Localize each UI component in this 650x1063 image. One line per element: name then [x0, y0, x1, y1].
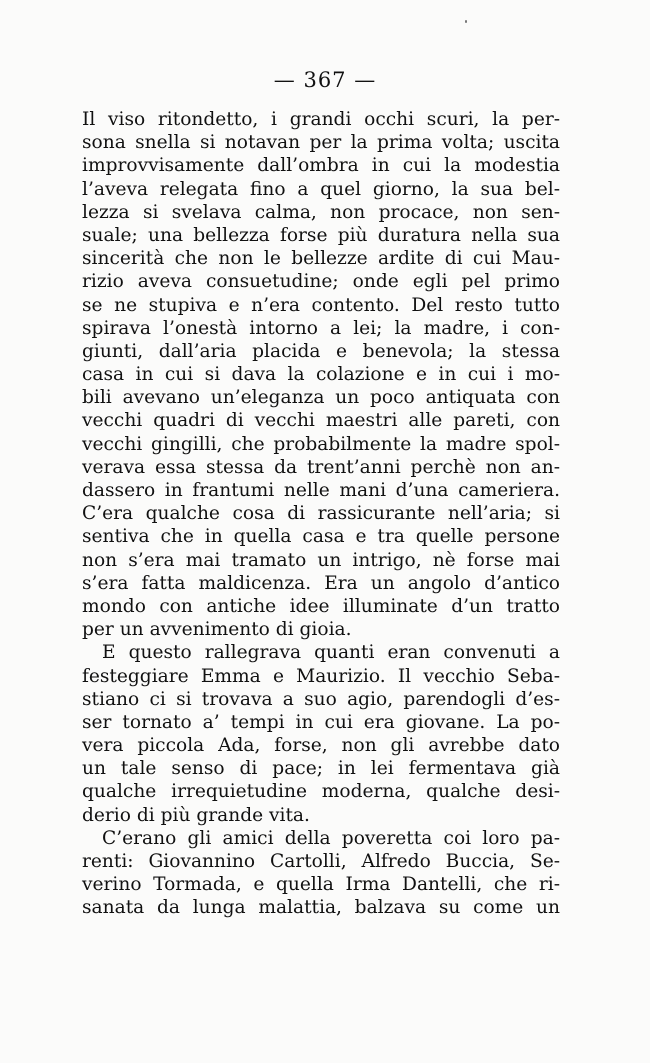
text-line: Il viso ritondetto, i grandi occhi scuri, la per- [82, 109, 560, 130]
text-line: E questo rallegrava quanti eran convenuti a [102, 642, 560, 664]
text-line: non s’era mai tramato un intrigo, nè forse mai [82, 549, 560, 571]
text-line: lezza si svelava calma, non procace, non sen- [82, 201, 560, 223]
text-line: l’aveva relegata fino a quel giorno, la sua bel- [82, 178, 560, 200]
text-line: sanata da lunga malattia, balzava su come un [82, 897, 560, 919]
text-line: suale; una bellezza forse più duratura nella sua [82, 224, 560, 246]
text-line: C’era qualche cosa di rassicurante nell’aria; si [82, 503, 560, 525]
text-line: vecchi quadri di vecchi maestri alle pareti, con [82, 410, 560, 432]
text-line: sona snella si notavan per la prima volta; uscita [82, 132, 560, 154]
text-line: festeggiare Emma e Maurizio. Il vecchio Seba- [82, 665, 560, 687]
text-line: verava essa stessa da trent’anni perchè non an- [82, 456, 560, 478]
text-line: se ne stupiva e n’era contento. Del resto tutto [82, 294, 560, 316]
text-line: spirava l’onestà intorno a lei; la madre, i con- [82, 317, 560, 339]
text-line: qualche irrequietudine moderna, qualche desi- [82, 781, 560, 803]
text-line: per un avvenimento di gioia. [82, 619, 352, 641]
text-line: giunti, dall’aria placida e benevola; la stessa [82, 340, 560, 362]
text-line: verino Tormada, e quella Irma Dantelli, che ri- [82, 874, 560, 896]
text-line: rizio aveva consuetudine; onde egli pel primo [82, 271, 560, 293]
body-text [82, 108, 560, 920]
text-line: s’era fatta maldicenza. Era un angolo d’antico [82, 572, 560, 594]
text-line: C’erano gli amici della poveretta coi loro pa- [102, 827, 560, 849]
print-speck [465, 20, 467, 23]
text-line: mondo con antiche idee illuminate d’un tratto [82, 595, 560, 617]
text-line: improvvisamente dall’ombra in cui la modestia [82, 155, 560, 177]
text-line: stiano ci si trovava a suo agio, parendogli d’es- [82, 688, 560, 710]
text-line: casa in cui si dava la colazione e in cui i mo- [82, 364, 560, 386]
text-line: vecchi gingilli, che probabilmente la madre spol- [82, 433, 560, 455]
text-line: un tale senso di pace; in lei fermentava già [82, 758, 560, 780]
text-line: derio di più grande vita. [82, 804, 310, 826]
page-number: — 367 — [273, 68, 377, 92]
text-line: sincerità che non le bellezze ardite di cui Mau- [82, 248, 560, 270]
text-line: bili avevano un’eleganza un poco antiquata con [82, 387, 560, 409]
text-line: dassero in frantumi nelle mani d’una cameriera. [82, 480, 560, 501]
text-line: vera piccola Ada, forse, non gli avrebbe dato [82, 735, 560, 757]
text-line: ser tornato a’ tempi in cui era giovane. La po- [82, 711, 560, 733]
text-line: sentiva che in quella casa e tra quelle persone [82, 526, 560, 548]
text-line: renti: Giovannino Cartolli, Alfredo Buccia, Se- [82, 851, 560, 872]
